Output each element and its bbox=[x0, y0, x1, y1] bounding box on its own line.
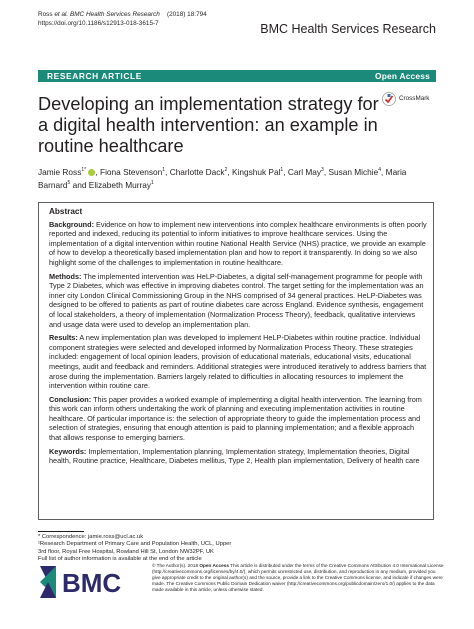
article-type-banner bbox=[38, 70, 436, 82]
author-affiliation-marker: 4 bbox=[378, 167, 382, 173]
author-affiliation-marker: 2 bbox=[224, 167, 228, 173]
abstract-heading: Abstract bbox=[49, 207, 83, 216]
author-name[interactable]: Charlotte Dack bbox=[169, 166, 225, 177]
author-affiliation-marker: 1 bbox=[151, 179, 154, 186]
author-separator: , bbox=[381, 166, 386, 177]
author-name[interactable]: Susan Michie bbox=[328, 166, 379, 177]
doi-link[interactable]: https://doi.org/10.1186/s12913-018-3615-7 bbox=[38, 20, 159, 27]
footnote-divider bbox=[38, 531, 84, 532]
author-list bbox=[38, 165, 438, 191]
abstract-content bbox=[49, 207, 427, 470]
keywords-text: Implementation, Implementation planning, Implementation strategy, Implementation theories, Digital health, Routine practice, Healthcare, Diabetes mellitus, Type 2, Health plan implementation, Delivery of health care bbox=[49, 446, 420, 466]
author-name[interactable]: Maria Barnard bbox=[38, 166, 407, 190]
article-title: Developing an implementation strategy for a digital health intervention: an example in routine healthcare bbox=[38, 94, 379, 156]
license-body: This article is distributed under the terms of the Creative Commons Attribution 4.0 International License (http://creativecommons.org/licenses/by/4.0/), which permits unrestricted use, distribution, and reproduction in any medium, provided you give appropriate credit to the original author(s) and the source, provide a link to the Creative Commons license, and indicate if changes were made. The Creative Commons Public Domain Dedication waiver (http://creativecommons.org/publicdomain/zero/1.0/) applies to the data made available in this article, unless otherwise stated. bbox=[152, 563, 444, 592]
citation-author: Ross bbox=[38, 11, 53, 18]
section-text: Evidence on how to implement new interventions into complex healthcare environments is often poorly reported and indexed, reducing its potential to inform initiatives to improve healthcare services. Using the implementation of a digital intervention within routine National Health Service (NHS) practice, we provide an example of how to develop a theoretically based implementation plan and how to report it transparently. In doing so we also highlight some of the challenges to implementation in routine healthcare. bbox=[49, 219, 427, 267]
section-text: This paper provides a worked example of implementing a digital health intervention. The learning from this work can inform others undertaking the work of planning and executing implementation activities in routine healthcare. Of particular importance is: the selection of appropriate theory to guide the implementation process and selection of strategies, ensuring that enough attention is paid to planning implementation; and a flexible approach that allows response to emerging barriers. bbox=[49, 394, 422, 443]
abstract-conclusion bbox=[49, 395, 427, 443]
author-separator: , bbox=[95, 166, 101, 177]
correspondence-block bbox=[38, 534, 248, 564]
keywords bbox=[49, 447, 427, 466]
author-affiliation-marker: 5 bbox=[67, 179, 71, 186]
license-open-access: Open Access bbox=[199, 563, 229, 568]
author-info-note: Full list of author information is available at the end of the article bbox=[38, 556, 202, 563]
crossmark-badge[interactable] bbox=[382, 92, 442, 108]
section-text: The implemented intervention was HeLP-Diabetes, a digital self-management programme for people with Type 2 Diabetes, which was effective in improving diabetes control. The target setting for the implementation was an inner city London Clinical Commissioning Group in the NHS comprised of 34 general practices. HeLP-Diabetes was designed to be offered to patients as part of routine diabetes care across England. Evidence synthesis, engagement of local stakeholders, a theory of implementation (Normalization Process Theory), feedback, qualitative interviews and usage data were used to develop an implementation plan. bbox=[49, 271, 424, 329]
section-label: Conclusion: bbox=[49, 394, 92, 404]
running-header bbox=[38, 10, 207, 28]
citation-year-volume: (2018) 18:794 bbox=[166, 11, 207, 18]
bmc-logo-text: BMC bbox=[62, 568, 122, 598]
author-affiliation-marker: 3 bbox=[321, 167, 324, 173]
journal-name: BMC Health Services Research bbox=[260, 22, 436, 36]
keywords-label: Keywords: bbox=[49, 446, 87, 456]
section-label: Background: bbox=[49, 219, 94, 229]
author-name[interactable]: Fiona Stevenson bbox=[100, 166, 163, 177]
author-separator: , bbox=[323, 166, 329, 177]
author-affiliation-marker: 1 bbox=[280, 167, 284, 173]
abstract-results bbox=[49, 333, 427, 391]
author-name[interactable]: Elizabeth Murray bbox=[88, 179, 152, 190]
correspondence-email[interactable]: * Correspondence: jamie.ross@ucl.ac.uk bbox=[38, 534, 144, 540]
author-separator: and bbox=[70, 179, 89, 190]
author-name[interactable]: Carl May bbox=[287, 166, 322, 177]
article-type-label: RESEARCH ARTICLE bbox=[47, 71, 142, 81]
affiliation-address: 3rd floor, Royal Free Hospital, Rowland Hill St, London NW32PF, UK bbox=[38, 548, 214, 555]
author-affiliation-marker: 1* bbox=[81, 167, 87, 173]
section-text: A new implementation plan was developed to implement HeLP-Diabetes within routine practice. Individual component strategies were selected and developed informed by Normalization Process Theory. These strategies included: engagement of local opinion leaders, provision of educational materials, educational visits, educational meetings, audit and feedback and reminders. Additional strategies were introduced iteratively to address barriers that arose during the implementation. Barriers largely related to difficulties in allocating resources to implement the intervention within routine care. bbox=[49, 333, 427, 391]
author-separator: , bbox=[283, 166, 288, 177]
author-affiliation-marker: 1 bbox=[162, 167, 166, 173]
citation-line bbox=[38, 10, 207, 19]
affiliation-line: ¹Research Department of Primary Care and Population Health, UCL, Upper bbox=[38, 541, 232, 548]
section-label: Methods: bbox=[49, 271, 82, 281]
section-label: Results: bbox=[49, 333, 78, 343]
author-separator: , bbox=[165, 166, 170, 177]
license-prefix: © The Author(s). 2018 bbox=[152, 563, 200, 568]
crossmark-icon bbox=[382, 92, 396, 106]
abstract-methods bbox=[49, 272, 427, 330]
bmc-logo bbox=[38, 562, 138, 602]
license-text bbox=[152, 563, 444, 593]
crossmark-label: CrossMark bbox=[399, 95, 430, 102]
author-name[interactable]: Kingshuk Pal bbox=[231, 166, 281, 177]
open-access-label: Open Access bbox=[375, 71, 430, 81]
citation-et-al: et al. BMC Health Services Research bbox=[52, 11, 160, 18]
abstract-background bbox=[49, 220, 427, 268]
author-name[interactable]: Jamie Ross bbox=[38, 166, 82, 177]
bmc-logo-icon bbox=[38, 562, 138, 602]
author-separator: , bbox=[227, 166, 232, 177]
